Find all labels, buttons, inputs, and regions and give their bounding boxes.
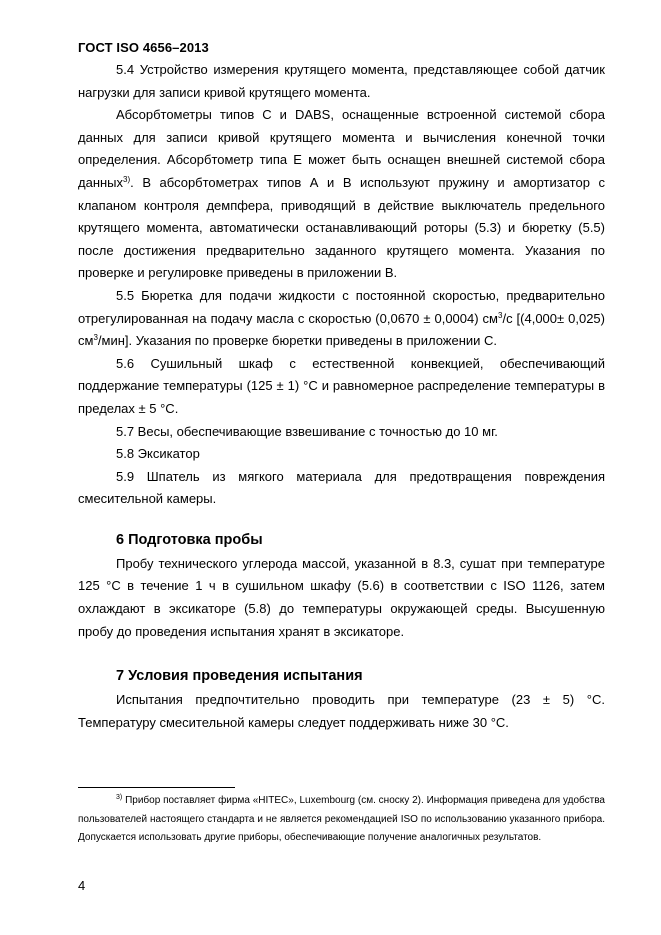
paragraph-5-9: 5.9 Шпатель из мягкого материала для предотвращения повреждения смесительной камеры. bbox=[78, 468, 605, 507]
page-number: 4 bbox=[78, 878, 86, 893]
paragraph-text: . В абсорбтометрах типов А и В используют пружину и амортизатор с клапаном контроля демпфера, приводящий в действие выключатель предельного крутящего момента, автоматически останавливающий роторы (5.3) и бюретку (5.5) после достижения предварительно заданного крутящего момента. Указания по проверке и регулировке приведены в приложении В. bbox=[78, 174, 605, 281]
paragraph-5-6: 5.6 Сушильный шкаф с естественной конвекцией, обеспечивающий поддержание температуры (125 ± 1) °С и равномерное распределение температуры в пределах ± 5 °С. bbox=[78, 355, 605, 416]
section-6-text: Пробу технического углерода массой, указанной в 8.3, сушат при температуре 125 °С в течение 1 ч в сушильном шкафу (5.6) в соответствии с ISO 1126, затем охлаждают в эксикаторе (5.8) до температуры окружающей среды. Высушенную пробу до проведения испытания хранят в эксикаторе. bbox=[78, 555, 605, 639]
footnote bbox=[78, 792, 605, 848]
superscript: 3 bbox=[498, 310, 503, 320]
paragraph-text: 5.5 Бюретка для подачи жидкости с постоянной скоростью, предварительно отрегулированная на подачу масла с скоростью (0,0670 ± 0,0004) см bbox=[78, 287, 605, 326]
paragraph-text: Абсорбтометры типов С и DABS, оснащенные встроенной системой сбора данных для записи кривой крутящего момента и вычисления конечной точки определения. Абсорбтометр типа Е может быть оснащен внешней системой сбора данных bbox=[78, 107, 605, 190]
document-body bbox=[78, 59, 605, 734]
paragraph-5-8: 5.8 Эксикатор bbox=[116, 446, 200, 462]
paragraph-absorbtometers bbox=[78, 104, 605, 285]
paragraph-5-5 bbox=[78, 285, 605, 353]
paragraph-5-7: 5.7 Весы, обеспечивающие взвешивание с точностью до 10 мг. bbox=[116, 423, 498, 439]
footnote-reference: 3) bbox=[123, 174, 131, 184]
paragraph-text: /с [(4,000± 0,025) см bbox=[78, 310, 605, 349]
section-7-heading: 7 Условия проведения испытания bbox=[116, 668, 363, 685]
footnote-marker: 3) bbox=[116, 794, 123, 801]
footnote-separator bbox=[78, 787, 235, 788]
section-6-heading: 6 Подготовка пробы bbox=[116, 531, 263, 548]
footnote-text: Прибор поставляет фирма «HITEC», Luxembourg (см. сноску 2). Информация приведена для удобства пользователей настоящего стандарта и не является рекомендацией ISO по использованию указанного прибора. Допускается использовать другие приборы, обеспечивающие получение аналогичных результатов. bbox=[78, 795, 605, 843]
paragraph-5-4: 5.4 Устройство измерения крутящего момента, представляющее собой датчик нагрузки для записи кривой крутящего момента. bbox=[78, 62, 605, 100]
paragraph-text: /мин]. Указания по проверке бюретки приведены в приложении С. bbox=[97, 333, 498, 349]
superscript: 3 bbox=[93, 333, 98, 343]
document-header: ГОСТ ISO 4656–2013 bbox=[78, 40, 209, 55]
section-7-text: Испытания предпочтительно проводить при температуре (23 ± 5) °С. Температуру смесительной камеры следует поддерживать ниже 30 °С. bbox=[78, 692, 605, 730]
